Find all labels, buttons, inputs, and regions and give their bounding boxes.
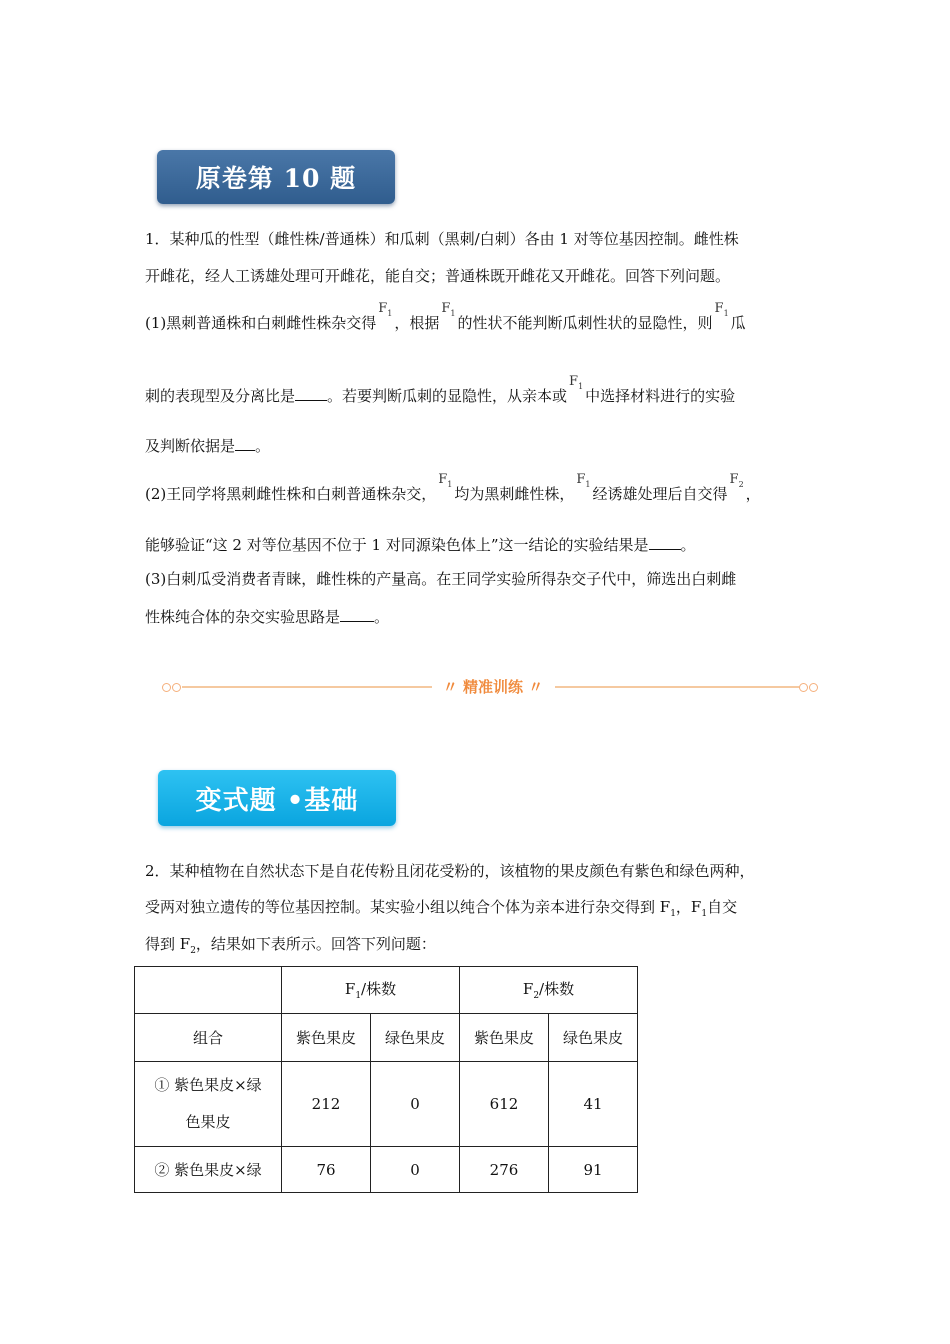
f1-symbol: $F_1$	[438, 472, 453, 489]
row-label-cell	[135, 1062, 282, 1147]
table-cell: 276	[460, 1147, 549, 1193]
q1-line-3-text-a: (1)黑刺普通株和白刺雌性株杂交得	[145, 314, 377, 332]
f2-header-cell: $F_2/$株数	[460, 967, 638, 1014]
group-label-cell: 组合	[135, 1014, 282, 1062]
q2-line-1: 2．某种植物在自然状态下是自花传粉且闭花受粉的，该植物的果皮颜色有紫色和绿色两种，	[145, 862, 755, 880]
f1-symbol: $F_1$	[569, 374, 584, 391]
q1-line-7-text-a: 能够验证“这 2 对等位基因不位于 1 对同源染色体上”这一结论的实验结果是	[145, 536, 649, 554]
q1-line-9-text-b: 。	[374, 608, 390, 626]
table-cell: 0	[371, 1062, 460, 1147]
table-row	[135, 1147, 638, 1193]
q1-line-6-text-c: 经诱雄处理后自交得	[592, 485, 728, 503]
original-question-badge	[157, 150, 395, 204]
f1-header-cell: $F_1/$株数	[282, 967, 460, 1014]
variant-question-badge-label: 变式题 •基础	[195, 785, 359, 816]
q1-line-8: (3)白刺瓜受消费者青睐，雌性株的产量高。在王同学实验所得杂交子代中，筛选出白刺雌	[145, 570, 737, 588]
answer-blank	[340, 607, 374, 622]
f2-symbol: $F_2$	[729, 472, 744, 489]
original-question-badge-label: 原卷第 10 题	[195, 164, 357, 193]
divider-rule-left	[182, 686, 432, 688]
q1-line-7-text-b: 。	[680, 536, 696, 554]
q1-line-4-text-b: 。若要判断瓜刺的显隐性，从亲本或	[327, 387, 568, 405]
divider-dot	[809, 683, 818, 692]
answer-blank	[649, 535, 681, 550]
row-label-line: 色果皮	[185, 1113, 231, 1131]
section-divider	[160, 676, 822, 698]
q1-line-1: 1．某种瓜的性型（雌性株/普通株）和瓜刺（黑刺/白刺）各由 1 对等位基因控制。雌性株	[145, 230, 739, 248]
q1-line-5-text-a: 及判断依据是	[145, 437, 236, 455]
divider-dot	[162, 683, 171, 692]
table-corner-cell	[135, 967, 282, 1014]
subscript: 2	[190, 946, 196, 956]
divider-label: 〃 精准训练 〃	[442, 678, 544, 696]
q1-line-5-text-b: 。	[255, 437, 271, 455]
q2-line-3	[145, 934, 436, 957]
q1-line-3-text-b: ，根据	[394, 314, 440, 332]
table-cell: 212	[282, 1062, 371, 1147]
f1-symbol: $F_1$	[378, 301, 393, 318]
f1-symbol: $F_1$	[576, 472, 591, 489]
q2-line-2	[145, 897, 737, 920]
q2-line-2-text-a: 受两对独立遗传的等位基因控制。某实验小组以纯合个体为亲本进行杂交得到 F	[145, 898, 671, 916]
q1-line-5	[145, 436, 270, 456]
table-header-row	[135, 967, 638, 1014]
subscript: 1	[670, 909, 676, 919]
table-cell: 41	[549, 1062, 638, 1147]
table-cell: 612	[460, 1062, 549, 1147]
f1-symbol: $F_1$	[441, 301, 456, 318]
q2-line-2-text-c: 自交	[707, 898, 738, 916]
q2-line-2-text-b: ，F	[675, 898, 702, 916]
q2-line-3-text-a: 得到 F	[145, 935, 191, 953]
table-subheader-row	[135, 1014, 638, 1062]
q1-line-3	[145, 301, 746, 336]
variant-question-badge	[158, 770, 396, 826]
column-header-cell: 紫色果皮	[460, 1014, 549, 1062]
q1-line-7	[145, 535, 696, 555]
table-cell: 0	[371, 1147, 460, 1193]
q1-line-6	[145, 472, 761, 507]
table-cell: 76	[282, 1147, 371, 1193]
q1-line-9-text-a: 性株纯合体的杂交实验思路是	[145, 608, 341, 626]
results-table	[134, 966, 638, 1193]
column-header-cell: 绿色果皮	[549, 1014, 638, 1062]
table-row	[135, 1062, 638, 1147]
q1-line-3-text-c: 的性状不能判断瓜刺性状的显隐性，则	[457, 314, 713, 332]
q1-line-3-text-d: 瓜	[730, 314, 746, 332]
q2-line-3-text-b: ，结果如下表所示。回答下列问题：	[195, 935, 436, 953]
f1-symbol: $F_1$	[714, 301, 729, 318]
column-header-cell: 绿色果皮	[371, 1014, 460, 1062]
column-header-cell: 紫色果皮	[282, 1014, 371, 1062]
q1-line-6-text-a: (2)王同学将黑刺雌性株和白刺普通株杂交，	[145, 485, 437, 503]
q1-line-4-text-a: 刺的表现型及分离比是	[145, 387, 296, 405]
row-label-cell: ② 紫色果皮×绿	[135, 1147, 282, 1193]
q1-line-6-text-d: ，	[745, 485, 761, 503]
divider-rule-right	[555, 686, 799, 688]
row-label-line: ① 紫色果皮×绿	[154, 1076, 262, 1094]
q1-line-6-text-b: 均为黑刺雌性株，	[454, 485, 575, 503]
q1-line-4	[145, 374, 736, 409]
q1-line-2: 开雌花，经人工诱雄处理可开雌花，能自交；普通株既开雌花又开雌花。回答下列问题。	[145, 267, 731, 285]
subscript: 1	[701, 909, 708, 919]
divider-dot	[799, 683, 808, 692]
answer-blank	[235, 436, 255, 451]
answer-blank	[295, 386, 327, 401]
table-cell: 91	[549, 1147, 638, 1193]
q1-line-4-text-c: 中选择材料进行的实验	[585, 387, 736, 405]
q1-line-9	[145, 607, 389, 627]
divider-dot	[172, 683, 181, 692]
